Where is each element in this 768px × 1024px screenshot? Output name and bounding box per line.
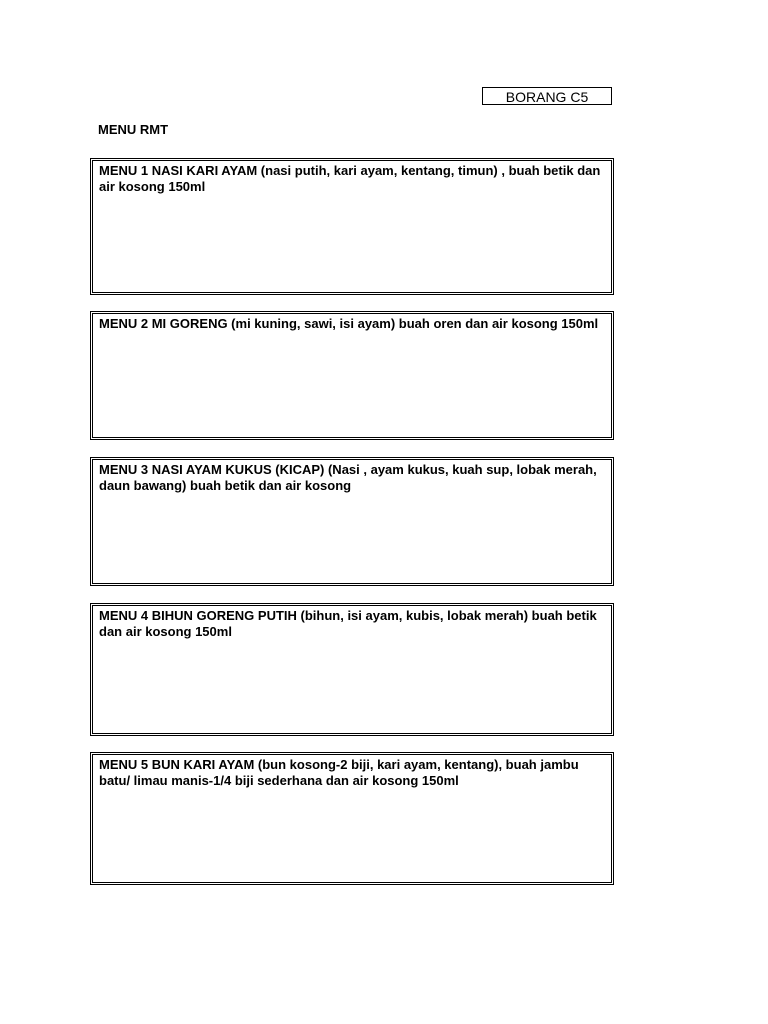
menu-1-text: MENU 1 NASI KARI AYAM (nasi putih, kari ayam, kentang, timun) , buah betik dan air kosong 150ml bbox=[99, 163, 601, 194]
form-code-box: BORANG C5 bbox=[482, 87, 612, 105]
menu-2-text: MENU 2 MI GORENG (mi kuning, sawi, isi ayam) buah oren dan air kosong 150ml bbox=[99, 316, 599, 331]
menu-box-5 bbox=[90, 752, 614, 885]
menu-3-text: MENU 3 NASI AYAM KUKUS (KICAP) (Nasi , ayam kukus, kuah sup, lobak merah, daun bawang) buah betik dan air kosong bbox=[99, 462, 597, 493]
page-title: MENU RMT bbox=[98, 122, 169, 137]
menu-4-text: MENU 4 BIHUN GORENG PUTIH (bihun, isi ayam, kubis, lobak merah) buah betik dan air kosong 150ml bbox=[99, 608, 597, 639]
menu-box-1 bbox=[90, 158, 614, 295]
menu-box-3 bbox=[90, 457, 614, 586]
menu-box-2 bbox=[90, 311, 614, 440]
menu-box-4 bbox=[90, 603, 614, 736]
menu-5-text: MENU 5 BUN KARI AYAM (bun kosong-2 biji, kari ayam, kentang), buah jambu batu/ limau manis-1/4 biji sederhana dan air kosong 150ml bbox=[99, 757, 579, 788]
